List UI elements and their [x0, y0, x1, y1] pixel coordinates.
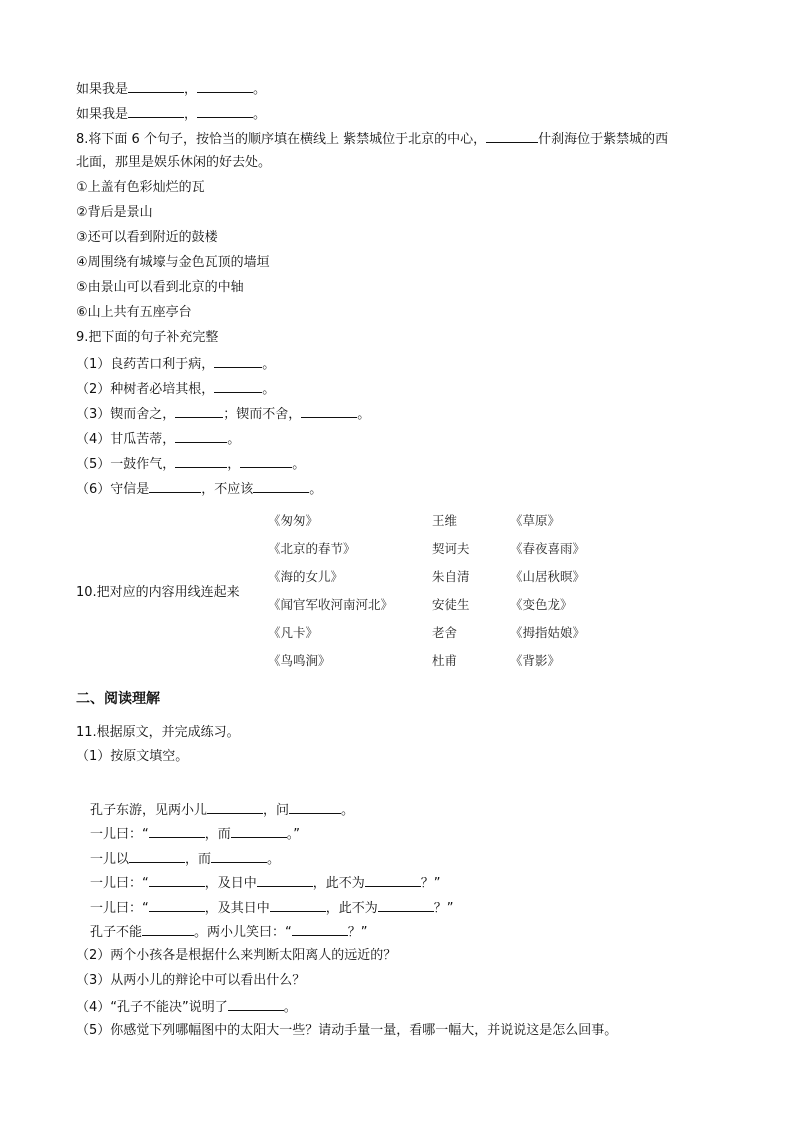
q10-work[interactable]: 《北京的春节》 [268, 541, 356, 556]
q7-line2-end: 。 [253, 107, 267, 122]
q10-work[interactable]: 《闻官军收河南河北》 [268, 597, 394, 612]
q10-label: 10.把对应的内容用线连起来 [76, 585, 240, 600]
q11-text: ，而 [185, 852, 212, 867]
q9-text: 。 [357, 407, 371, 422]
q11-passage-line [90, 824, 300, 844]
q9-text: （5）一鼓作气， [76, 457, 176, 472]
blank[interactable] [149, 873, 205, 887]
q9-item-1 [76, 354, 275, 374]
blank[interactable] [197, 79, 253, 93]
q10-author[interactable]: 王维 [432, 513, 458, 528]
q10-author[interactable]: 杜甫 [432, 653, 458, 668]
blank[interactable] [197, 104, 253, 118]
blank[interactable] [149, 479, 201, 493]
q7-line1-end: 。 [253, 82, 267, 97]
q11-sub-5: （5）你感觉下列哪幅图中的太阳大一些？请动手量一量，看哪一幅大，并说说这是怎么回事。 [76, 1023, 618, 1038]
q9-text: 。 [262, 357, 276, 372]
blank[interactable] [292, 922, 348, 936]
q9-item-3 [76, 404, 370, 424]
q11-text: 。两小儿笑曰：“ [194, 925, 292, 940]
q11-text: 。 [283, 1000, 297, 1015]
blank[interactable] [207, 800, 263, 814]
q8-option: ③还可以看到附近的鼓楼 [76, 230, 218, 245]
q11-text: 孔子东游，见两小儿 [90, 803, 208, 818]
q7-line-2 [76, 104, 266, 124]
q9-text: （2）种树者必培其根， [76, 382, 215, 397]
q9-item-5 [76, 454, 305, 474]
blank[interactable] [365, 873, 421, 887]
q8-option: ②背后是景山 [76, 205, 153, 220]
blank[interactable] [214, 354, 262, 368]
q9-text: 。 [309, 482, 323, 497]
q9-text: ；锲而不舍， [223, 407, 302, 422]
blank[interactable] [175, 454, 227, 468]
q9-text: （6）守信是 [76, 482, 150, 497]
q11-sub-3: （3）从两小儿的辩论中可以看出什么？ [76, 973, 306, 988]
blank[interactable] [231, 824, 287, 838]
q10-other-work[interactable]: 《变色龙》 [510, 597, 573, 612]
blank[interactable] [378, 898, 434, 912]
q8-option: ⑥山上共有五座亭台 [76, 305, 192, 320]
q9-title: 9.把下面的句子补充完整 [76, 330, 219, 345]
q10-author[interactable]: 契诃夫 [432, 541, 470, 556]
q11-text: 一儿曰：“ [90, 876, 149, 891]
q9-text: （3）锲而舍之， [76, 407, 176, 422]
blank[interactable] [128, 104, 184, 118]
q11-text: ，此不为 [312, 876, 365, 891]
blank[interactable] [240, 454, 292, 468]
q11-text: ，而 [204, 827, 231, 842]
blank[interactable] [175, 404, 223, 418]
q8-option: ④周围绕有城壕与金色瓦顶的墙垣 [76, 255, 270, 270]
q11-text: ，及其日中 [204, 901, 270, 916]
q11-text: 一儿以 [90, 852, 130, 867]
q10-work[interactable]: 《海的女儿》 [268, 569, 344, 584]
q7-line-1 [76, 79, 266, 99]
q9-text: ，不应该 [201, 482, 254, 497]
q11-passage-line [90, 898, 454, 918]
q11-text: （4）“孔子不能决”说明了 [76, 1000, 228, 1015]
q9-text: 。 [227, 432, 241, 447]
blank[interactable] [149, 898, 205, 912]
q11-text: ？” [433, 901, 454, 916]
blank[interactable] [486, 129, 538, 143]
q9-item-6 [76, 479, 322, 499]
blank[interactable] [289, 800, 341, 814]
q7-line1-prefix: 如果我是 [76, 82, 129, 97]
q8-prompt-line-2: 北面，那里是娱乐休闲的好去处。 [76, 155, 272, 170]
q11-text: 。 [341, 803, 355, 818]
q9-text: （4）甘瓜苦蒂， [76, 432, 176, 447]
q8-line1-a: 8.将下面 6 个句子，按恰当的顺序填在横线上 紫禁城位于北京的中心， [76, 132, 487, 147]
blank[interactable] [214, 379, 262, 393]
q11-text: 。 [267, 852, 281, 867]
q11-sub-2: （2）两个小孩各是根据什么来判断太阳离人的远近的？ [76, 948, 397, 963]
blank[interactable] [129, 849, 185, 863]
blank[interactable] [253, 479, 309, 493]
q10-other-work[interactable]: 《草原》 [510, 513, 561, 528]
q10-other-work[interactable]: 《山居秋暝》 [510, 569, 586, 584]
q11-text: ，问 [263, 803, 290, 818]
q10-work[interactable]: 《凡卡》 [268, 625, 319, 640]
section-heading: 二、阅读理解 [76, 691, 160, 707]
q11-sub-1: （1）按原文填空。 [76, 749, 189, 764]
q10-work[interactable]: 《鸟鸣涧》 [268, 653, 331, 668]
q11-text: ？” [420, 876, 441, 891]
q9-text: （1）良药苦口利于病， [76, 357, 215, 372]
q7-line2-sep: ， [184, 107, 198, 122]
q11-sub-4 [76, 997, 297, 1017]
q8-option: ⑤由景山可以看到北京的中轴 [76, 280, 244, 295]
q11-title: 11.根据原文，并完成练习。 [76, 725, 240, 740]
q11-text: 一儿曰：“ [90, 827, 149, 842]
q10-author[interactable]: 朱自清 [432, 569, 470, 584]
q11-text: ，及日中 [204, 876, 257, 891]
q7-line1-sep: ， [184, 82, 198, 97]
q9-text: 。 [262, 382, 276, 397]
q11-text: ？” [347, 925, 368, 940]
blank[interactable] [301, 404, 357, 418]
q9-text: ， [227, 457, 241, 472]
q10-other-work[interactable]: 《春夜喜雨》 [510, 541, 586, 556]
blank[interactable] [270, 898, 326, 912]
q7-line2-prefix: 如果我是 [76, 107, 129, 122]
q9-item-4 [76, 429, 240, 449]
q10-work[interactable]: 《匆匆》 [268, 513, 319, 528]
blank[interactable] [175, 429, 227, 443]
q11-passage-line [90, 922, 368, 942]
q11-passage-line [90, 849, 280, 869]
blank[interactable] [128, 79, 184, 93]
q11-passage-line [90, 873, 441, 893]
q11-text: 孔子不能 [90, 925, 143, 940]
q8-option: ①上盖有色彩灿烂的瓦 [76, 180, 205, 195]
q11-text: ，此不为 [325, 901, 378, 916]
blank[interactable] [257, 873, 313, 887]
q9-text: 。 [292, 457, 306, 472]
q10-author[interactable]: 安徒生 [432, 597, 470, 612]
blank[interactable] [228, 997, 284, 1011]
q9-item-2 [76, 379, 275, 399]
q8-line1-b: 什刹海位于紫禁城的西 [538, 132, 669, 147]
q11-text: 一儿曰：“ [90, 901, 149, 916]
blank[interactable] [149, 824, 205, 838]
q10-author[interactable]: 老舍 [432, 625, 458, 640]
blank[interactable] [142, 922, 194, 936]
blank[interactable] [211, 849, 267, 863]
q10-other-work[interactable]: 《背影》 [510, 653, 561, 668]
q10-other-work[interactable]: 《拇指姑娘》 [510, 625, 586, 640]
q11-text: 。” [286, 827, 301, 842]
q11-passage-line [90, 800, 354, 820]
q8-prompt-line-1 [76, 129, 668, 149]
